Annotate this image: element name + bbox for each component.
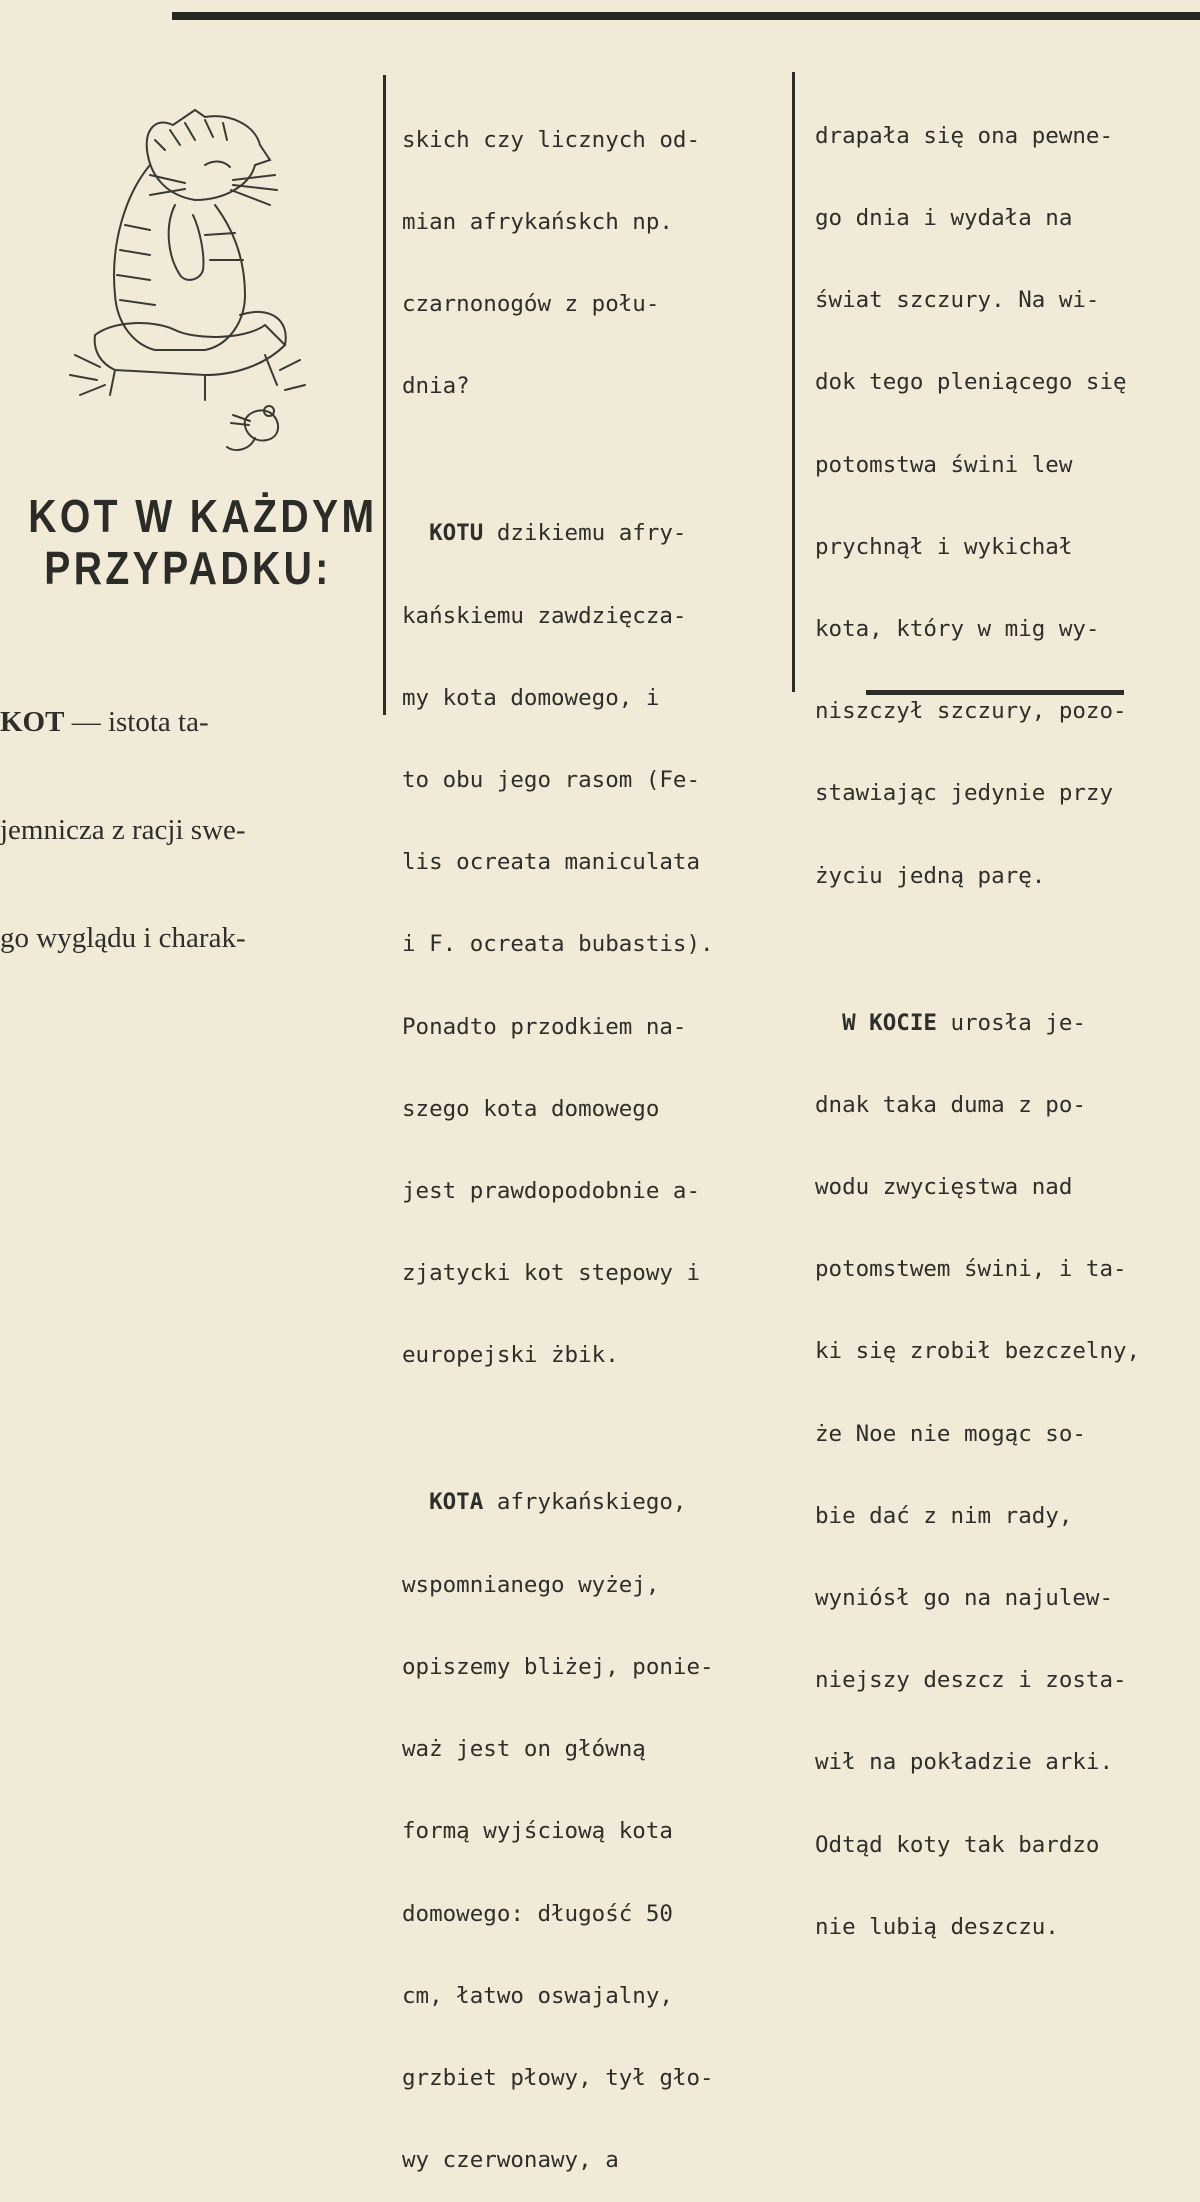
text-line: cm, łatwo oswajalny, <box>402 1982 673 2009</box>
text-line: czarnonogów z połu- <box>402 291 660 318</box>
text-line: domowego: długość 50 <box>402 1900 673 1927</box>
text-line: wy czerwonawy, a <box>402 2147 619 2174</box>
text-line: dnia? <box>402 373 470 400</box>
text-line: my kota domowego, i <box>402 684 660 711</box>
cat-icon <box>55 105 315 465</box>
text-line: zjatycki kot stepowy i <box>402 1260 701 1287</box>
text-line: europejski żbik. <box>402 1342 619 1369</box>
text-line: dnak taka duma z po- <box>815 1091 1086 1118</box>
text-line: Ponadto przodkiem na- <box>402 1013 687 1040</box>
text-line: KOT — istota ta- <box>0 706 209 738</box>
article-column-left <box>0 632 372 992</box>
text-line: KOTU dzikiemu afry- <box>429 520 687 547</box>
paragraph-gap <box>402 456 774 466</box>
text-line: i F. ocreata bubastis). <box>402 931 714 958</box>
article-column-right <box>815 68 1187 1969</box>
text-line: nie lubią deszczu. <box>815 1913 1059 1940</box>
paragraph-gap <box>815 945 1187 955</box>
text-line: W KOCIE urosła je- <box>842 1009 1086 1036</box>
text-line: kańskiemu zawdzięcza- <box>402 602 687 629</box>
column-divider-left <box>383 75 386 715</box>
text-line: skich czy licznych od- <box>402 126 701 153</box>
lead-word: W KOCIE <box>842 1009 937 1036</box>
lead-word: KOT <box>0 706 65 738</box>
text-line: wspomnianego wyżej, <box>402 1571 660 1598</box>
cat-and-mouse-illustration <box>55 105 315 465</box>
text-line: potomstwem świni, i ta- <box>815 1256 1127 1283</box>
text-line: jemnicza z racji swe- <box>0 814 246 846</box>
text-line: lis ocreata maniculata <box>402 849 701 876</box>
top-rule <box>172 12 1200 20</box>
text-line: wyniósł go na najulew- <box>815 1585 1114 1612</box>
text-line: stawiając jedynie przy <box>815 780 1114 807</box>
text-line: bie dać z nim rady, <box>815 1502 1073 1529</box>
text-line: opiszemy bliżej, ponie- <box>402 1653 714 1680</box>
text-line: jest prawdopodobnie a- <box>402 1178 701 1205</box>
headline-line-2: PRZYPADKU: <box>44 542 332 594</box>
text-line: grzbiet płowy, tył gło- <box>402 2064 714 2091</box>
text-line: KOTA afrykańskiego, <box>429 1489 687 1516</box>
text-line: dok tego pleniącego się <box>815 369 1127 396</box>
text-line: życiu jedną parę. <box>815 862 1046 889</box>
column-divider-right <box>792 72 795 692</box>
text-line: świat szczury. Na wi- <box>815 287 1100 314</box>
text-line: wodu zwycięstwa nad <box>815 1174 1073 1201</box>
text-line: go dnia i wydała na <box>815 205 1073 232</box>
text-line: ki się zrobił bezczelny, <box>815 1338 1141 1365</box>
text-line: wił na pokładzie arki. <box>815 1749 1114 1776</box>
text-line: niejszy deszcz i zosta- <box>815 1667 1127 1694</box>
text-line: drapała się ona pewne- <box>815 122 1114 149</box>
text-line: go wyglądu i charak- <box>0 922 246 954</box>
text-line: prychnął i wykichał <box>815 533 1073 560</box>
paragraph-gap <box>402 1425 774 1435</box>
headline <box>28 490 378 594</box>
text-line: formą wyjściową kota <box>402 1818 673 1845</box>
text-line: niszczył szczury, pozo- <box>815 698 1127 725</box>
text-line: Odtąd koty tak bardzo <box>815 1831 1100 1858</box>
lead-word: KOTU <box>429 520 484 547</box>
text-line: potomstwa świni lew <box>815 451 1073 478</box>
text-line: to obu jego rasom (Fe- <box>402 767 701 794</box>
article-column-middle <box>402 72 774 2202</box>
text-line: szego kota domowego <box>402 1095 660 1122</box>
text-line: mian afrykańskch np. <box>402 209 673 236</box>
lead-word: KOTA <box>429 1489 484 1516</box>
text-line: kota, który w mig wy- <box>815 616 1100 643</box>
text-line: waż jest on główną <box>402 1736 646 1763</box>
headline-line-1: KOT W KAŻDYM <box>28 490 378 542</box>
text-line: że Noe nie mogąc so- <box>815 1420 1086 1447</box>
